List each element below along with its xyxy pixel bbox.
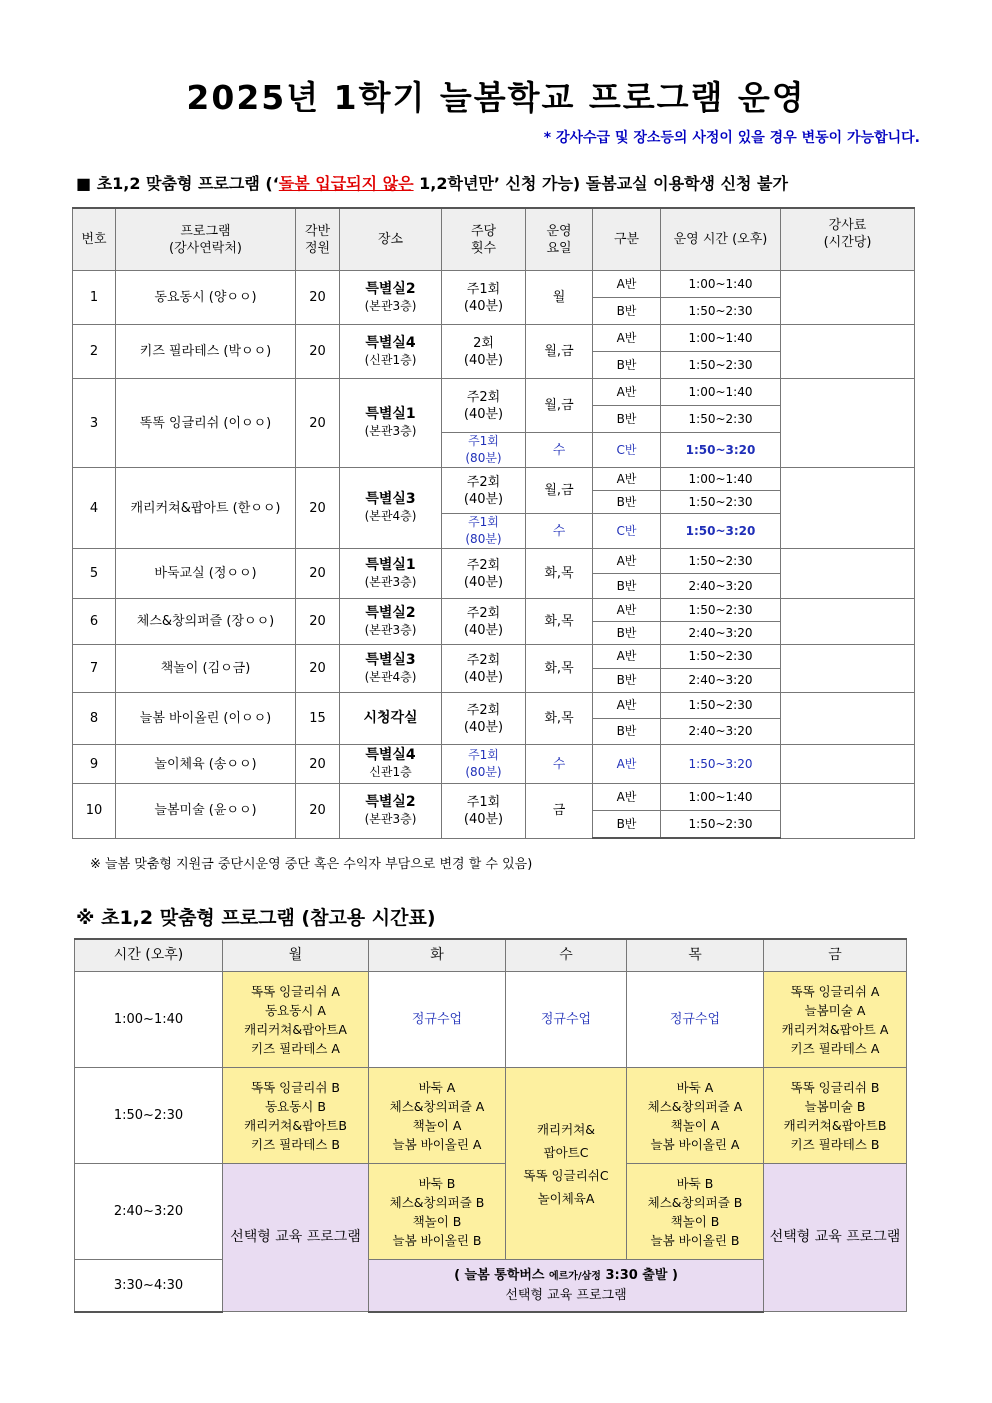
change-notice: * 강사수급 및 장소등의 사정이 있을 경우 변동이 가능합니다.: [543, 130, 920, 146]
table-row: [73, 549, 915, 574]
row-no: 4: [73, 468, 116, 549]
header-group: 구분: [593, 208, 661, 271]
row-time: 1:00~1:40: [661, 271, 781, 298]
tt-cell-mon: 똑똑 잉글리쉬 B 동요동시 B 캐리커쳐&팝아트B 키즈 필라테스 B: [223, 1068, 369, 1164]
tt-header-wed: 수: [506, 939, 627, 972]
row-place: 특별실4 (신관1층): [340, 325, 442, 379]
row-capacity: 20: [296, 599, 340, 645]
row-weekly: 주2회 (40분): [442, 468, 526, 514]
row-fee: [781, 325, 915, 379]
section1-suffix: 1,2학년만’ 신청 가능) 돌봄교실 이용학생 신청 불가: [413, 174, 788, 193]
section2-heading: ※ 초1,2 맞춤형 프로그램 (참고용 시간표): [76, 907, 436, 929]
table-row: [73, 379, 915, 406]
tt-cell-tue: 정규수업: [369, 972, 506, 1068]
row-group: A반: [593, 468, 661, 491]
row-group: A반: [593, 271, 661, 298]
row-day: 수: [526, 514, 593, 549]
row-group: B반: [593, 352, 661, 379]
row-weekly: 주1회 (80분): [442, 514, 526, 549]
row-place: 특별실2 (본관3층): [340, 271, 442, 325]
row-capacity: 20: [296, 549, 340, 599]
row-place: 특별실4 신관1층: [340, 745, 442, 784]
header-program: 프로그램 (강사연락처): [116, 208, 296, 271]
row-day: 수: [526, 433, 593, 468]
row-fee: [781, 271, 915, 325]
row-no: 7: [73, 645, 116, 693]
row-time: 1:50~2:30: [661, 549, 781, 574]
tt-time: 1:00~1:40: [75, 972, 223, 1068]
header-weekly: 주당 횟수: [442, 208, 526, 271]
row-group: A반: [593, 693, 661, 719]
tt-header-fri: 금: [764, 939, 907, 972]
row-weekly: 주2회 (40분): [442, 599, 526, 645]
row-weekly: 2회 (40분): [442, 325, 526, 379]
section1-heading: [76, 171, 788, 194]
row-fee: [781, 693, 915, 745]
row-weekly: 주1회 (40분): [442, 271, 526, 325]
program-table: [72, 207, 915, 839]
page-title: 2025년 1학기 늘봄학교 프로그램 운영: [186, 78, 806, 117]
row-program: 놀이체육 (송ㅇㅇ): [116, 745, 296, 784]
row-weekly: 주1회 (80분): [442, 433, 526, 468]
row-program: 똑똑 잉글리쉬 (이ㅇㅇ): [116, 379, 296, 468]
row-capacity: 20: [296, 271, 340, 325]
row-time: 1:50~2:30: [661, 298, 781, 325]
row-program: 바둑교실 (정ㅇㅇ): [116, 549, 296, 599]
row-capacity: 15: [296, 693, 340, 745]
tt-header-tue: 화: [369, 939, 506, 972]
table-row: [73, 745, 915, 784]
tt-time: 2:40~3:20: [75, 1164, 223, 1260]
row-capacity: 20: [296, 784, 340, 839]
row-place: 특별실1 (본관3층): [340, 549, 442, 599]
row-group: A반: [593, 645, 661, 669]
row-weekly: 주2회 (40분): [442, 549, 526, 599]
timetable-row: [75, 972, 907, 1068]
row-place: 특별실3 (본관4층): [340, 468, 442, 549]
table-row: [73, 271, 915, 298]
row-weekly: 주2회 (40분): [442, 693, 526, 745]
footnote: ※ 늘봄 맞춤형 지원금 중단시운영 중단 혹은 수익자 부담으로 변경 할 수 있음): [90, 857, 533, 872]
tt-cell-tue: 바둑 A 체스&창의퍼즐 A 책놀이 A 늘봄 바이올린 A: [369, 1068, 506, 1164]
row-day: 금: [526, 784, 593, 839]
row-time: 1:50~3:20: [661, 433, 781, 468]
row-fee: [781, 745, 915, 784]
timetable-header: [75, 939, 907, 972]
tt-time: 3:30~4:30: [75, 1260, 223, 1312]
row-group: C반: [593, 514, 661, 549]
row-time: 2:40~3:20: [661, 574, 781, 599]
row-day: 화,목: [526, 645, 593, 693]
row-capacity: 20: [296, 645, 340, 693]
row-time: 1:50~3:20: [661, 745, 781, 784]
row-no: 6: [73, 599, 116, 645]
row-time: 1:00~1:40: [661, 468, 781, 491]
row-day: 월,금: [526, 379, 593, 433]
row-program: 키즈 필라테스 (박ㅇㅇ): [116, 325, 296, 379]
row-time: 1:50~2:30: [661, 811, 781, 839]
row-place: 특별실2 (본관3층): [340, 784, 442, 839]
row-time: 1:50~2:30: [661, 599, 781, 622]
row-day: 화,목: [526, 549, 593, 599]
row-group: B반: [593, 669, 661, 693]
tt-cell-thu: 바둑 B 체스&창의퍼즐 B 책놀이 B 늘봄 바이올린 B: [627, 1164, 764, 1260]
header-capacity: 각반 정원: [296, 208, 340, 271]
header-place: 장소: [340, 208, 442, 271]
timetable-row: [75, 1068, 907, 1164]
row-group: A반: [593, 325, 661, 352]
header-no: 번호: [73, 208, 116, 271]
table-row: [73, 784, 915, 811]
row-fee: [781, 379, 915, 468]
row-weekly: 주2회 (40분): [442, 379, 526, 433]
row-program: 체스&창의퍼즐 (장ㅇㅇ): [116, 599, 296, 645]
row-program: 캐리커쳐&팝아트 (한ㅇㅇ): [116, 468, 296, 549]
tt-cell-fri: 똑똑 잉글리쉬 A 늘봄미술 A 캐리커쳐&팝아트 A 키즈 필라테스 A: [764, 972, 907, 1068]
row-group: B반: [593, 811, 661, 839]
tt-header-mon: 월: [223, 939, 369, 972]
row-group: B반: [593, 574, 661, 599]
row-weekly: 주1회 (40분): [442, 784, 526, 839]
bus-notice: ( 늘봄 통학버스 에르가/삼정 3:30 출발 ): [454, 1267, 678, 1283]
tt-cell-fri-elective: 선택형 교육 프로그램: [764, 1164, 907, 1312]
row-fee: [781, 784, 915, 839]
header-time: 운영 시간 (오후): [661, 208, 781, 271]
section1-prefix: ■ 초1,2 맞춤형 프로그램 (‘: [76, 174, 279, 193]
row-capacity: 20: [296, 468, 340, 549]
tt-cell-wed: 캐리커쳐& 팝아트C 똑똑 잉글리쉬C 놀이체육A: [506, 1068, 627, 1260]
tt-header-thu: 목: [627, 939, 764, 972]
row-day: 월,금: [526, 468, 593, 514]
row-time: 1:00~1:40: [661, 325, 781, 352]
row-group: B반: [593, 622, 661, 645]
row-no: 9: [73, 745, 116, 784]
tt-cell-fri: 똑똑 잉글리쉬 B 늘봄미술 B 캐리커쳐&팝아트B 키즈 필라테스 B: [764, 1068, 907, 1164]
row-day: 화,목: [526, 599, 593, 645]
row-time: 2:40~3:20: [661, 669, 781, 693]
row-group: B반: [593, 491, 661, 514]
row-no: 5: [73, 549, 116, 599]
row-day: 월,금: [526, 325, 593, 379]
table-row: [73, 645, 915, 669]
row-time: 1:50~2:30: [661, 693, 781, 719]
row-time: 1:50~3:20: [661, 514, 781, 549]
row-time: 1:50~2:30: [661, 491, 781, 514]
tt-header-time: 시간 (오후): [75, 939, 223, 972]
row-time: 1:50~2:30: [661, 406, 781, 433]
row-no: 2: [73, 325, 116, 379]
row-time: 1:00~1:40: [661, 784, 781, 811]
row-group: B반: [593, 298, 661, 325]
row-group: B반: [593, 719, 661, 745]
tt-time: 1:50~2:30: [75, 1068, 223, 1164]
row-program: 책놀이 (김ㅇ금): [116, 645, 296, 693]
row-day: 월: [526, 271, 593, 325]
tt-cell-bus: [369, 1260, 764, 1312]
row-no: 3: [73, 379, 116, 468]
tt-cell-mon: 똑똑 잉글리쉬 A 동요동시 A 캐리커쳐&팝아트A 키즈 필라테스 A: [223, 972, 369, 1068]
tt-cell-tue: 바둑 B 체스&창의퍼즐 B 책놀이 B 늘봄 바이올린 B: [369, 1164, 506, 1260]
row-group: A반: [593, 379, 661, 406]
table-row: [73, 599, 915, 622]
row-weekly: 주2회 (40분): [442, 645, 526, 693]
row-day: 화,목: [526, 693, 593, 745]
tt-cell-thu: 정규수업: [627, 972, 764, 1068]
timetable: [74, 938, 907, 1313]
row-program: 늘봄미술 (윤ㅇㅇ): [116, 784, 296, 839]
table-row: [73, 693, 915, 719]
row-group: B반: [593, 406, 661, 433]
row-place: 특별실2 (본관3층): [340, 599, 442, 645]
row-no: 8: [73, 693, 116, 745]
header-day: 운영 요일: [526, 208, 593, 271]
row-program: 동요동시 (양ㅇㅇ): [116, 271, 296, 325]
row-time: 2:40~3:20: [661, 719, 781, 745]
program-table-header: [73, 208, 915, 271]
row-weekly: 주1회 (80분): [442, 745, 526, 784]
timetable-row: [75, 1164, 907, 1260]
row-group: A반: [593, 599, 661, 622]
row-time: 1:50~2:30: [661, 352, 781, 379]
header-fee: 강사료 (시간당): [781, 208, 915, 271]
row-time: 1:00~1:40: [661, 379, 781, 406]
row-place: 시청각실: [340, 693, 442, 745]
row-no: 1: [73, 271, 116, 325]
row-group: A반: [593, 784, 661, 811]
row-fee: [781, 549, 915, 599]
row-fee: [781, 599, 915, 645]
row-fee: [781, 468, 915, 549]
row-capacity: 20: [296, 325, 340, 379]
row-no: 10: [73, 784, 116, 839]
row-day: 수: [526, 745, 593, 784]
table-row: [73, 468, 915, 491]
row-time: 2:40~3:20: [661, 622, 781, 645]
row-group: A반: [593, 745, 661, 784]
row-capacity: 20: [296, 745, 340, 784]
row-fee: [781, 645, 915, 693]
tt-cell-mon-elective: 선택형 교육 프로그램: [223, 1164, 369, 1312]
row-place: 특별실3 (본관4층): [340, 645, 442, 693]
tt-cell-thu: 바둑 A 체스&창의퍼즐 A 책놀이 A 늘봄 바이올린 A: [627, 1068, 764, 1164]
tt-cell-wed: 정규수업: [506, 972, 627, 1068]
row-time: 1:50~2:30: [661, 645, 781, 669]
bus-elective: 선택형 교육 프로그램: [505, 1287, 627, 1303]
row-group: C반: [593, 433, 661, 468]
row-program: 늘봄 바이올린 (이ㅇㅇ): [116, 693, 296, 745]
row-place: 특별실1 (본관3층): [340, 379, 442, 468]
table-row: [73, 325, 915, 352]
section1-highlight: 돌봄 입급되지 않은: [278, 174, 414, 193]
row-capacity: 20: [296, 379, 340, 468]
row-group: A반: [593, 549, 661, 574]
